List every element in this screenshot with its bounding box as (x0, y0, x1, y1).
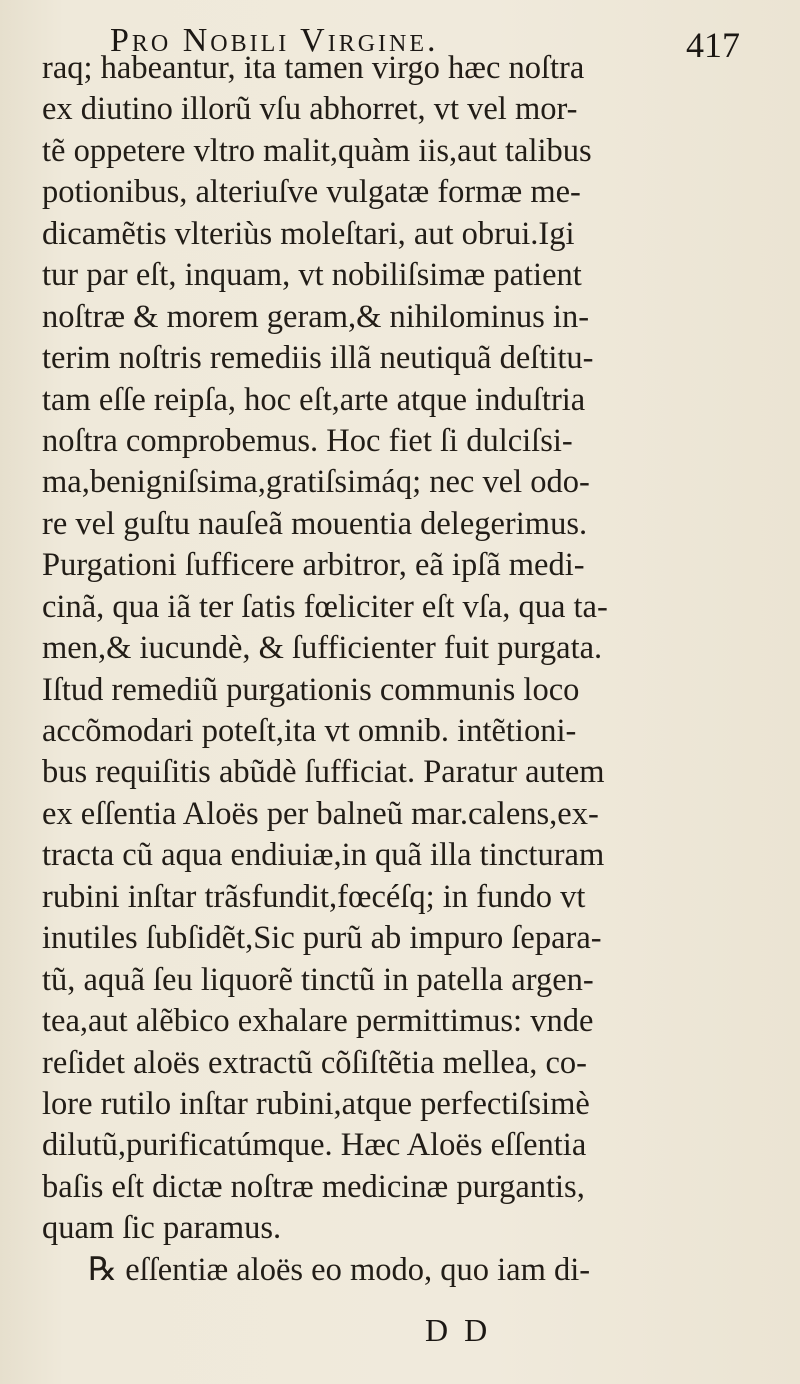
text-line: tam eſſe reipſa, hoc eſt,arte atque induſtria (42, 381, 586, 418)
text-line: dicamẽtis vlteriùs moleſtari, aut obrui.Igi (42, 215, 575, 252)
body-text (42, 48, 764, 1291)
text-line: reſidet aloës extractũ cõſiſtẽtia mellea, co- (42, 1044, 588, 1081)
text-line: noſtræ & morem geram,& nihilominus in- (42, 298, 590, 335)
running-head: Pro Nobili Virgine. (110, 22, 439, 59)
text-line: re vel guſtu nauſeã mouentia delegerimus. (42, 505, 588, 542)
text-line: accõmodari poteſt,ita vt omnib. intẽtioni- (42, 713, 577, 749)
text-line: Iſtud remediũ purgationis communis loco (42, 671, 580, 708)
signature-mark: D D (425, 1312, 492, 1348)
text-line: ex eſſentia Aloës per balneũ mar.calens,ex- (42, 795, 599, 832)
text-line: terim noſtris remediis illã neutiquã deſtitu- (42, 340, 594, 377)
page-number: 417 (686, 25, 740, 65)
text-line: rubini inſtar trãsfundit,fœcéſq; in fundo vt (42, 878, 586, 915)
text-line: bus requiſitis abũdè ſufficiat. Paratur autem (42, 754, 605, 791)
text-line: tea,aut alẽbico exhalare permittimus: vnde (42, 1003, 594, 1040)
text-line: cinã, qua iã ter ſatis fœliciter eſt vſa, qua ta- (42, 588, 608, 625)
text-line: raq; habeantur, ita tamen virgo hæc noſtra (42, 50, 585, 86)
text-line: baſis eſt dictæ noſtræ medicinæ purgantis, (42, 1168, 585, 1205)
text-line: tur par eſt, inquam, vt nobiliſsimæ patient (42, 257, 582, 294)
text-line: ℞ eſſentiæ aloës eo modo, quo iam di- (88, 1251, 591, 1288)
text-line: tẽ oppetere vltro malit,quàm iis,aut talibus (42, 132, 592, 169)
text-line: tũ, aquã ſeu liquorẽ tinctũ in patella argen- (42, 961, 594, 998)
text-line: ex diutino illorũ vſu abhorret, vt vel mor- (42, 91, 578, 128)
text-line: inutiles ſubſidẽt,Sic purũ ab impuro ſepara- (42, 920, 602, 957)
text-line: men,& iucundè, & ſufficienter fuit purgata. (42, 630, 603, 667)
text-line: Purgationi ſufficere arbitror, eã ipſã medi- (42, 547, 585, 584)
text-line: dilutũ,purificatúmque. Hæc Aloës eſſentia (42, 1127, 587, 1164)
text-line: tracta cũ aqua endiuiæ,in quã illa tincturam (42, 837, 605, 874)
text-line: noſtra comprobemus. Hoc fiet ſi dulciſsi- (42, 422, 573, 459)
text-line: ma,benigniſsima,gratiſsimáq; nec vel odo- (42, 464, 590, 501)
text-line: lore rutilo inſtar rubini,atque perfectiſsimè (42, 1085, 590, 1122)
text-line: quam ſic paramus. (42, 1210, 282, 1247)
text-line: potionibus, alteriuſve vulgatæ formæ me- (42, 174, 581, 211)
